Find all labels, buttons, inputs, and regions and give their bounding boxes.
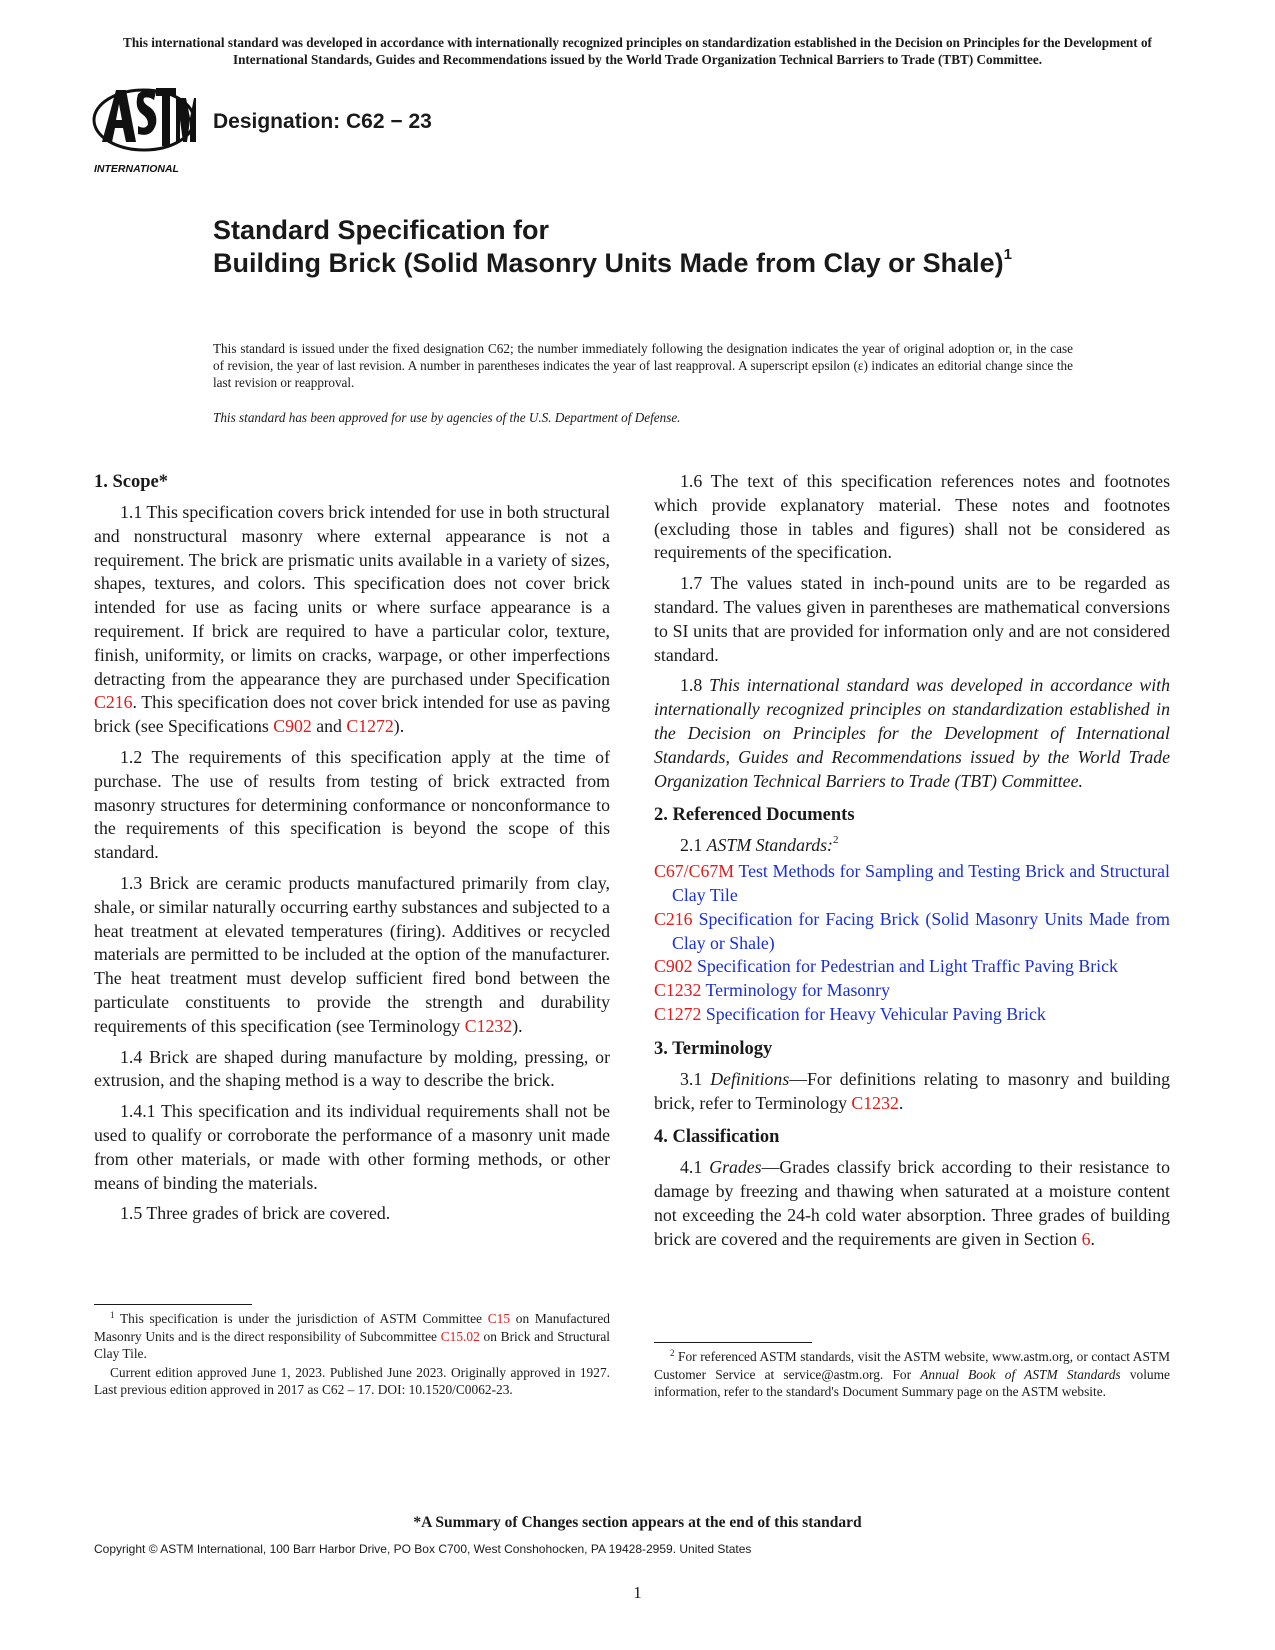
footnote-1-edition: Current edition approved June 1, 2023. Published June 2023. Originally approved in 1927. Last previous edition approved in 2017 as C62 – 17. DOI: 10.1520/C0062-23. [94,1364,610,1398]
paragraph-1-8: 1.8 This international standard was developed in accordance with internationally recognized principles on standardization established in the Decision on Principles for the Development of International Standards, Guides and Recommendations issued by the World Trade Organization Technical Barriers to Trade (TBT) Committee. [654,675,1171,791]
right-column [654,470,1170,1259]
paragraph-1-1: 1.1 This specification covers brick intended for use in both structural and nonstructural masonry where external appearance is not a requirement. The brick are prismatic units available in a variety of sizes, shapes, textures, and colors. This specification does not cover brick intended for use as facing units or where surface appearance is a requirement. If brick are required to have a particular color, texture, finish, uniformity, or limits on cracks, warpage, or other imperfections detracting from the appearance they are purchased under Specification C216. This specification does not cover brick intended for use as paving brick (see Specifications C902 and C1272). [94,502,611,737]
astm-logo-icon [92,84,196,176]
footnote-2-text: $^2$ For referenced ASTM standards, visit the ASTM website, www.astm.org, or contact ASTM Customer Service at service@astm.org. For Annual Book of ASTM Standards volume information, refer to the standard's Document Summary page on the ASTM website. [654,1348,1170,1400]
link-c15[interactable]: C15 [487,1311,511,1326]
reference-c1272[interactable]: C1272 Specification for Heavy Vehicular Paving Brick [654,1003,1046,1024]
reference-c902[interactable]: C902 Specification for Pedestrian and Light Traffic Paving Brick [654,956,1118,977]
link-c1272[interactable]: C1272 [346,716,394,737]
summary-of-changes-note: *A Summary of Changes section appears at the end of this standard [413,1514,862,1531]
link-section-6[interactable]: 6 [1081,1228,1091,1249]
link-c1232[interactable]: C1232 [464,1015,513,1036]
left-column [94,470,610,1233]
link-c216[interactable]: C216 [94,692,133,713]
reference-c67[interactable]: C67/C67M Test Methods for Sampling and Testing Brick and Structural Clay Tile [654,861,1170,905]
astm-logo [92,84,196,176]
footnote-1-text: $^1$ This specification is under the jurisdiction of ASTM Committee C15 on Manufactured Masonry Units and is the direct responsibility of Subcommittee C15.02 on Brick and Structural Clay Tile. [94,1310,611,1362]
paragraph-3-1: 3.1 Definitions—For definitions relating to masonry and building brick, refer to Terminology C1232. [654,1068,1170,1113]
link-c15-02[interactable]: C15.02 [440,1328,480,1344]
designation: Designation: C62 − 23 [213,110,432,133]
issuance-statement: This standard is issued under the fixed designation C62; the number immediately following the designation indicates the year of original adoption or, in the case of revision, the year of last revision. A number in parentheses indicates the year of last reapproval. A superscript epsilon (ε) indicates an editorial change since the last revision or reapproval. [213,341,1073,390]
paragraph-1-3: 1.3 Brick are ceramic products manufactured primarily from clay, shale, or similar naturally occurring earthy substances and subjected to a heat treatment at elevated temperatures (firing). Additives or recycled materials are permitted to be included at the option of the manufacturer. The heat treatment must develop sufficient fired bond between the particulate constituents to provide the strength and durability requirements of this specification (see Terminology C1232). [94,872,610,1036]
footnote-2 [654,1348,1170,1402]
link-c1232-terminology[interactable]: C1232 [851,1092,899,1113]
reference-c1232[interactable]: C1232 Terminology for Masonry [654,980,890,1001]
section-4-heading: 4. Classification [654,1127,780,1148]
copyright-line: Copyright © ASTM International, 100 Barr Harbor Drive, PO Box C700, West Conshohocken, PA 19428-2959. United States [94,1542,752,1556]
international-standard-notice: This international standard was developed in accordance with internationally recognized principles on standardization established in the Decision on Principles for the Development of International Standards, Guides and Recommendations issued by the World Trade Organization Technical Barriers to Trade (TBT) Committee. [123,35,1152,67]
logo-label: INTERNATIONAL [94,163,179,175]
link-c902[interactable]: C902 [273,716,312,737]
paragraph-1-6: 1.6 The text of this specification references notes and footnotes which provide explanatory material. These notes and footnotes (excluding those in tables and figures) shall not be considered as requirements of the specification. [654,471,1170,563]
section-2-heading: 2. Referenced Documents [654,805,855,826]
paragraph-1-7: 1.7 The values stated in inch-pound units are to be regarded as standard. The values given in parentheses are mathematical conversions to SI units that are provided for information only and are not considered standard. [654,573,1170,665]
title-line-1: Standard Specification for [213,215,550,245]
page-number: 1 [633,1583,642,1602]
paragraph-1-5: 1.5 Three grades of brick are covered. [120,1203,391,1224]
paragraph-1-4-1: 1.4.1 This specification and its individual requirements shall not be used to qualify or corroborate the performance of a masonry unit made from other materials, or made with other forming methods, or other means of binding the materials. [94,1101,610,1193]
paragraph-1-4: 1.4 Brick are shaped during manufacture by molding, pressing, or extrusion, and the shaping method is a way to describe the brick. [94,1046,610,1091]
dod-approval-note: This standard has been approved for use by agencies of the U.S. Department of Defense. [213,410,681,425]
section-1-heading: 1. Scope* [94,472,168,492]
title-line-2: Building Brick (Solid Masonry Units Made from Clay or Shale)$^1$ [213,246,1012,278]
footnote-rule-left [94,1304,252,1305]
title-footnote-marker: 1 [1003,246,1012,263]
reference-c216[interactable]: C216 Specification for Facing Brick (Solid Masonry Units Made from Clay or Shale) [654,908,1170,953]
document-title [213,214,1113,280]
footnote-1 [94,1310,610,1400]
paragraph-2-1: 2.1 ASTM Standards:$^2$ [680,834,839,856]
referenced-standards-list [654,860,1170,1027]
paragraph-1-2: 1.2 The requirements of this specification apply at the time of purchase. The use of results from testing of brick extracted from masonry structures for determining conformance or nonconformance to the requirements of this specification is beyond the scope of this standard. [94,746,610,863]
section-3-heading: 3. Terminology [654,1038,773,1059]
paragraph-4-1: 4.1 Grades—Grades classify brick according to their resistance to damage by freezing and thawing when saturated at a moisture content not exceeding the 24-h cold water absorption. Three grades of building brick are covered and the requirements are given in Section 6. [654,1157,1171,1249]
footnote-rule-right [654,1342,812,1343]
